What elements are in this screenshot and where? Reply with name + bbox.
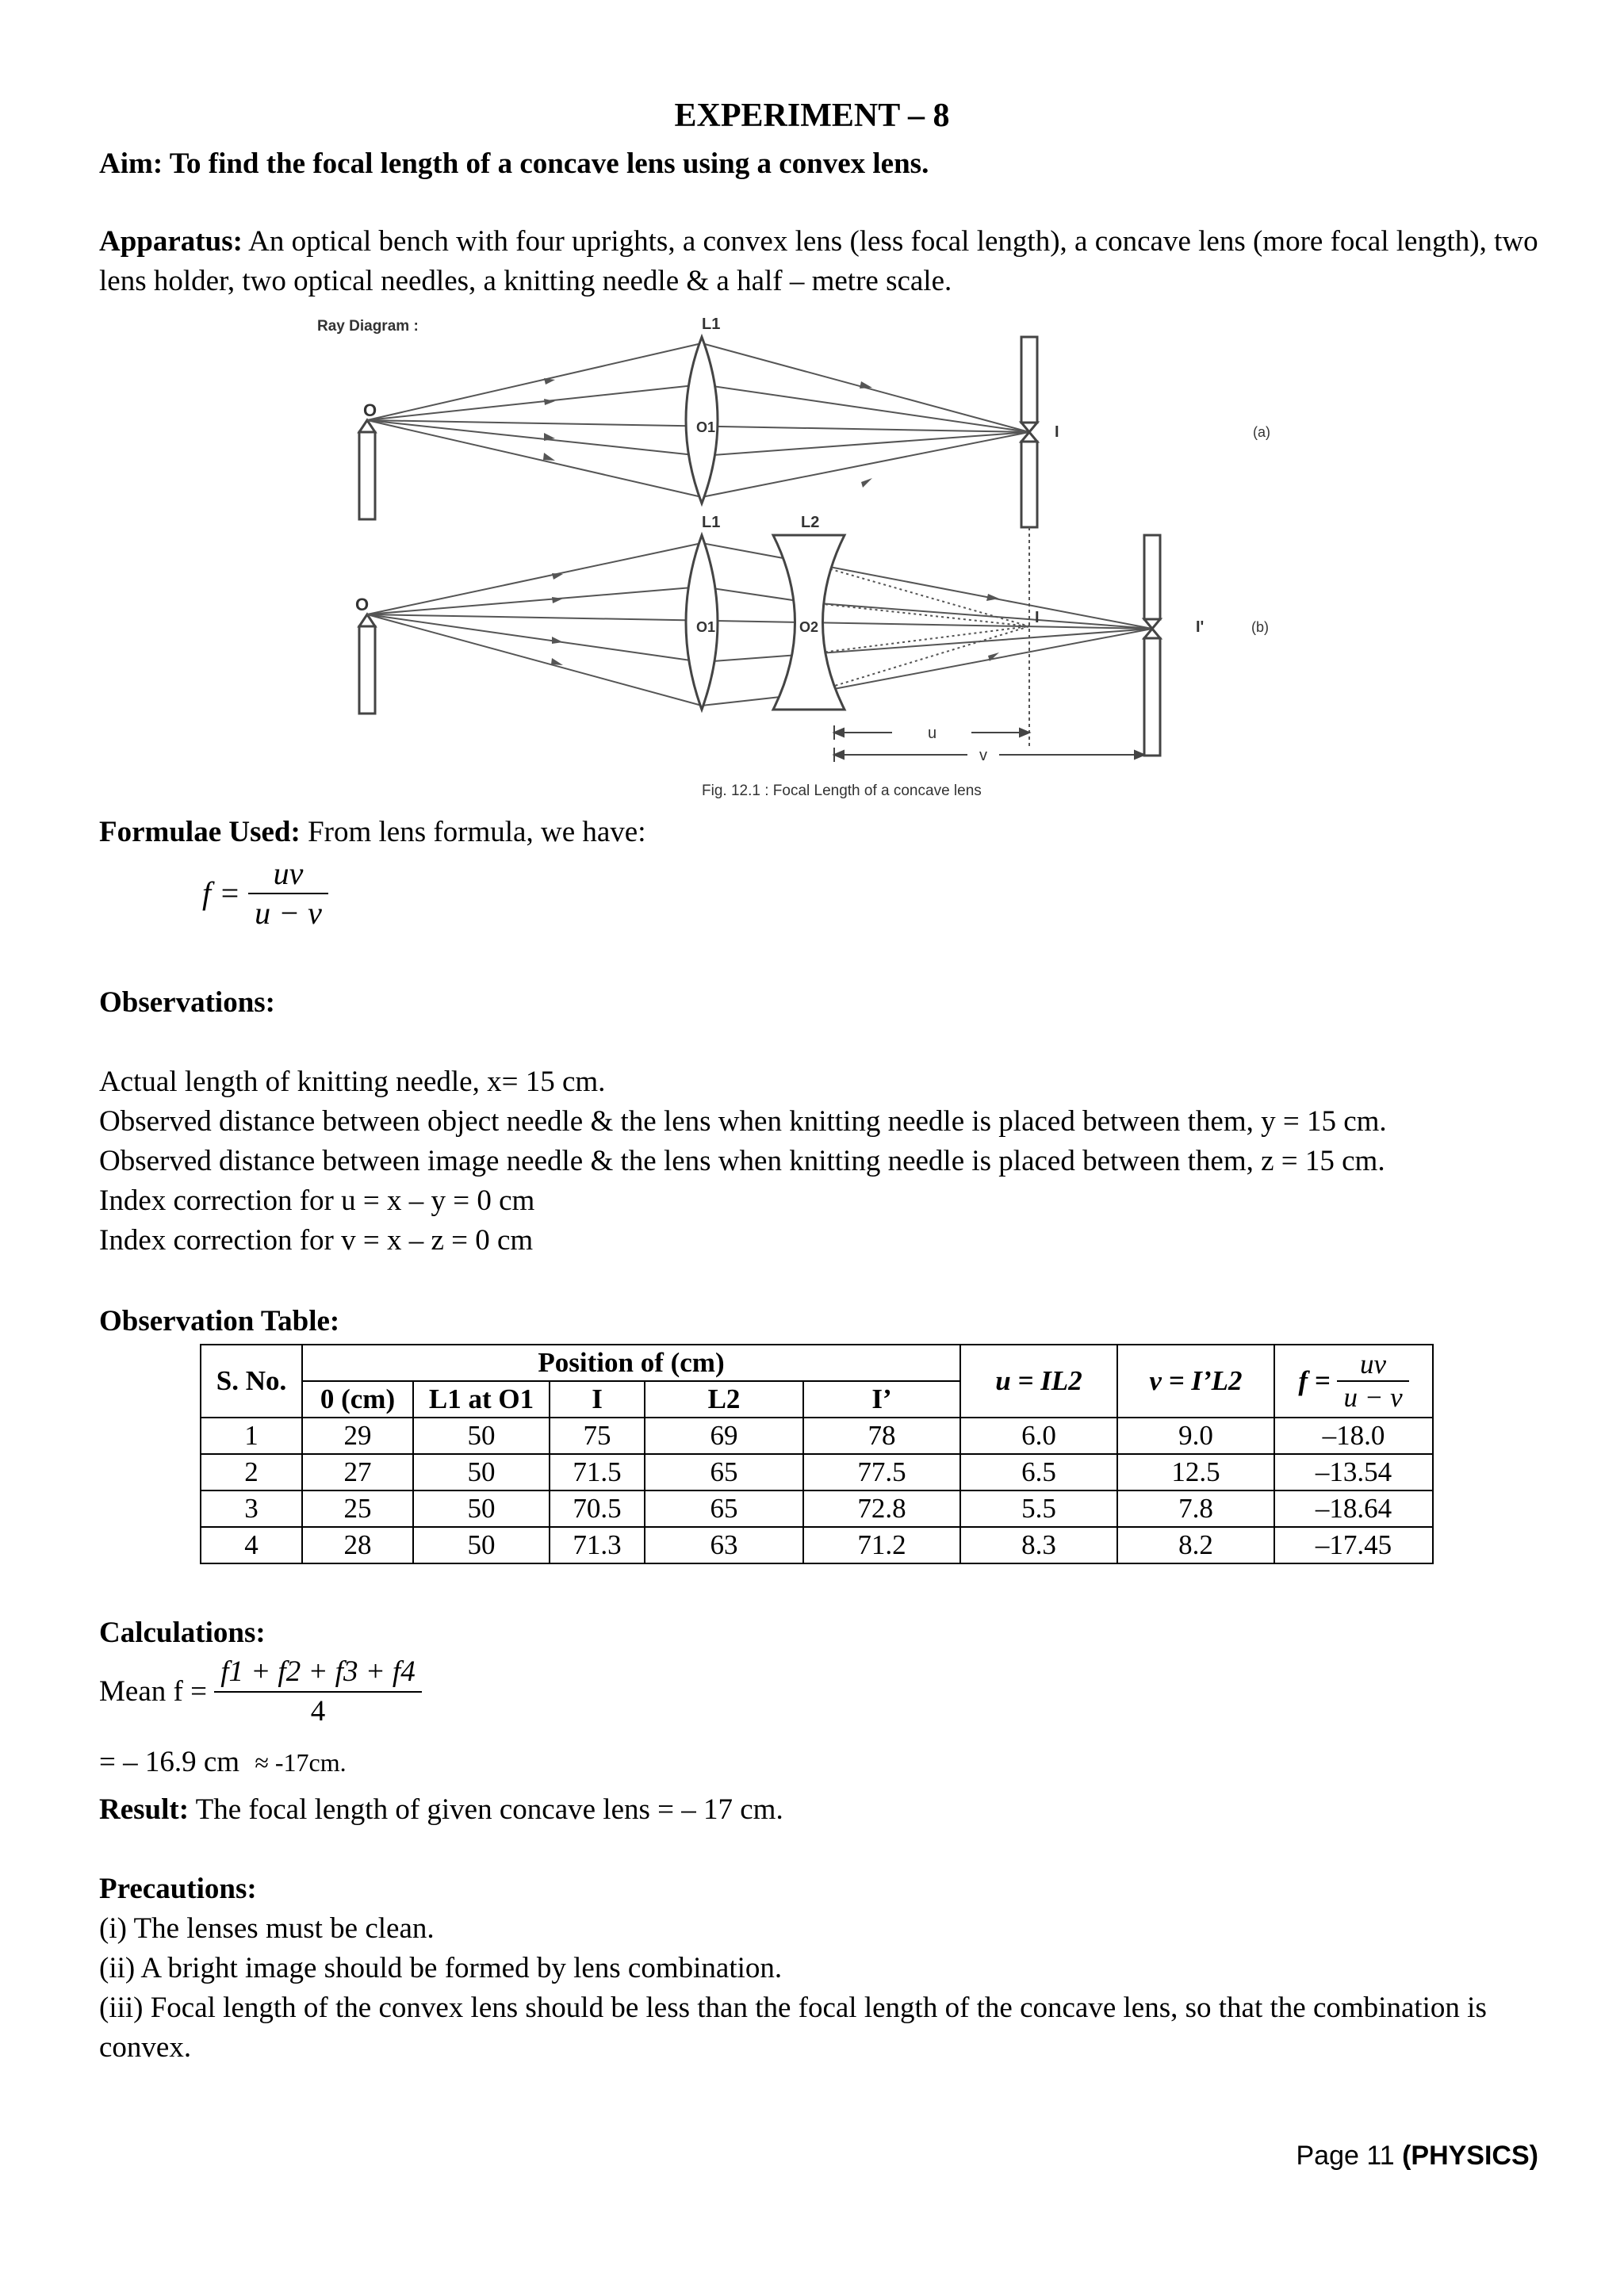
cell: 12.5	[1117, 1454, 1274, 1490]
precaution-3-continued: convex.	[99, 2031, 192, 2064]
image-needle-top-a	[1021, 337, 1037, 423]
header-sno: S. No.	[201, 1345, 302, 1418]
table-row	[201, 1490, 1433, 1527]
cell: 4	[201, 1527, 302, 1563]
observation-line-4: Index correction for u = x – y = 0 cm	[99, 1184, 535, 1217]
apparatus-paragraph	[99, 222, 1550, 301]
subject-label: (PHYSICS)	[1402, 2141, 1538, 2171]
aim-text: Aim: To find the focal length of a concave lens using a convex lens.	[99, 147, 929, 180]
observations-label: Observations:	[99, 986, 275, 1019]
header-position: Position of (cm)	[302, 1345, 960, 1381]
lens-formula	[202, 855, 328, 932]
label-l2-b: L2	[801, 514, 820, 531]
cell: 1	[201, 1418, 302, 1454]
image-needle-bottom-a	[1021, 442, 1037, 527]
header-o: 0 (cm)	[302, 1381, 413, 1418]
cell: 71.3	[550, 1527, 645, 1563]
label-v: v	[979, 747, 987, 764]
result-line	[99, 1790, 783, 1830]
mean-formula	[99, 1653, 422, 1731]
ray-diagram-figure	[301, 305, 1332, 805]
cell: 8.3	[960, 1527, 1117, 1563]
header-l2: L2	[645, 1381, 803, 1418]
cell: 78	[803, 1418, 960, 1454]
observation-line-1: Actual length of knitting needle, x= 15 cm.	[99, 1066, 606, 1098]
mean-value: = – 16.9 cm	[99, 1746, 240, 1778]
label-image-b: I	[1035, 609, 1040, 626]
mean-denominator: 4	[310, 1695, 326, 1728]
mean-numerator: f1 + f2 + f3 + f4	[214, 1653, 422, 1693]
formulae-text: From lens formula, we have:	[300, 816, 646, 848]
page-number: Page 11	[1296, 2141, 1403, 2171]
formula-denominator: u − v	[255, 895, 322, 931]
figure-caption: Fig. 12.1 : Focal Length of a concave lens	[702, 783, 982, 799]
table-row	[201, 1418, 1433, 1454]
result-text: The focal length of given concave lens = – 17 cm.	[189, 1793, 783, 1826]
cell: –18.0	[1274, 1418, 1433, 1454]
ray-diagram-header: Ray Diagram :	[317, 318, 419, 335]
header-f-num: uv	[1337, 1349, 1408, 1382]
dashed-rays-b	[809, 563, 1029, 694]
formula-fraction	[248, 855, 328, 932]
cell: 77.5	[803, 1454, 960, 1490]
header-f-den: u − v	[1343, 1382, 1403, 1413]
mean-result	[99, 1743, 347, 1782]
label-object-a: O	[363, 400, 377, 420]
precaution-3: (iii) Focal length of the convex lens should be less than the focal length of the concave lens, so that the combination is	[99, 1992, 1487, 2024]
object-needle-b	[359, 626, 375, 714]
label-image-a: I	[1055, 423, 1059, 441]
cell: 28	[302, 1527, 413, 1563]
header-v: v = I’L2	[1117, 1345, 1274, 1418]
observation-line-2: Observed distance between object needle & the lens when knitting needle is placed between them, y = 15 cm.	[99, 1105, 1387, 1138]
table-label: Observation Table:	[99, 1305, 340, 1337]
observation-line-5: Index correction for v = x – z = 0 cm	[99, 1224, 534, 1257]
label-o2-b: O2	[799, 619, 819, 635]
header-f	[1274, 1345, 1433, 1418]
label-a: (a)	[1253, 424, 1270, 440]
cell: 9.0	[1117, 1418, 1274, 1454]
result-label: Result:	[99, 1793, 190, 1826]
cell: 50	[413, 1418, 550, 1454]
cell: 7.8	[1117, 1490, 1274, 1527]
cell: 72.8	[803, 1490, 960, 1527]
cell: 65	[645, 1454, 803, 1490]
cell: 6.5	[960, 1454, 1117, 1490]
apparatus-text: An optical bench with four uprights, a convex lens (less focal length), a concave lens (more focal length), two lens holder, two optical needles, a knitting needle & a half – metre scale.	[99, 225, 1538, 297]
dimension-v	[834, 748, 1144, 762]
object-needle-a	[359, 432, 375, 519]
formula-lhs: f =	[202, 875, 241, 911]
label-l1-a: L1	[702, 316, 721, 333]
cell: –17.45	[1274, 1527, 1433, 1563]
label-l1-b: L1	[702, 514, 721, 531]
header-l1: L1 at O1	[413, 1381, 550, 1418]
observation-table	[200, 1344, 1434, 1564]
image-needle-bottom-b	[1144, 638, 1160, 756]
label-object-b: O	[355, 595, 370, 614]
formula-numerator: uv	[248, 855, 328, 894]
diagram-b	[355, 514, 1269, 764]
cell: 3	[201, 1490, 302, 1527]
mean-approx: ≈ -17cm.	[255, 1748, 347, 1777]
cell: 25	[302, 1490, 413, 1527]
cell: 70.5	[550, 1490, 645, 1527]
table-row	[201, 1527, 1433, 1563]
cell: 8.2	[1117, 1527, 1274, 1563]
precautions-label: Precautions:	[99, 1873, 257, 1905]
cell: 2	[201, 1454, 302, 1490]
cell: 50	[413, 1454, 550, 1490]
observation-line-3: Observed distance between image needle & the lens when knitting needle is placed between them, z = 15 cm.	[99, 1145, 1385, 1177]
precaution-1: (i) The lenses must be clean.	[99, 1912, 435, 1945]
apparatus-label: Apparatus:	[99, 225, 243, 258]
header-u: u = IL2	[960, 1345, 1117, 1418]
image-needle-top-b	[1144, 535, 1160, 619]
label-u: u	[928, 725, 937, 742]
cell: 71.2	[803, 1527, 960, 1563]
cell: 50	[413, 1527, 550, 1563]
label-o1-b: O1	[696, 619, 716, 635]
cell: 27	[302, 1454, 413, 1490]
mean-fraction	[214, 1653, 422, 1731]
experiment-heading: EXPERIMENT – 8	[674, 98, 950, 134]
formulae-line	[99, 813, 646, 852]
mean-label: Mean f =	[99, 1675, 207, 1708]
label-b: (b)	[1251, 619, 1269, 635]
cell: 6.0	[960, 1418, 1117, 1454]
cell: 63	[645, 1527, 803, 1563]
precaution-2: (ii) A bright image should be formed by lens combination.	[99, 1952, 783, 1984]
cell: 5.5	[960, 1490, 1117, 1527]
page-footer	[1296, 2141, 1538, 2172]
label-image-prime-b: I'	[1196, 618, 1205, 636]
header-i: I	[550, 1381, 645, 1418]
header-f-lhs: f =	[1298, 1365, 1331, 1396]
cell: 50	[413, 1490, 550, 1527]
cell: 65	[645, 1490, 803, 1527]
label-o1-a: O1	[696, 419, 716, 435]
header-f-fraction	[1337, 1349, 1408, 1414]
formulae-label: Formulae Used:	[99, 816, 301, 848]
calculations-label: Calculations:	[99, 1617, 266, 1649]
header-ip: I’	[803, 1381, 960, 1418]
table-row	[201, 1454, 1433, 1490]
cell: 71.5	[550, 1454, 645, 1490]
cell: 29	[302, 1418, 413, 1454]
cell: –18.64	[1274, 1490, 1433, 1527]
cell: 69	[645, 1418, 803, 1454]
cell: 75	[550, 1418, 645, 1454]
cell: –13.54	[1274, 1454, 1433, 1490]
